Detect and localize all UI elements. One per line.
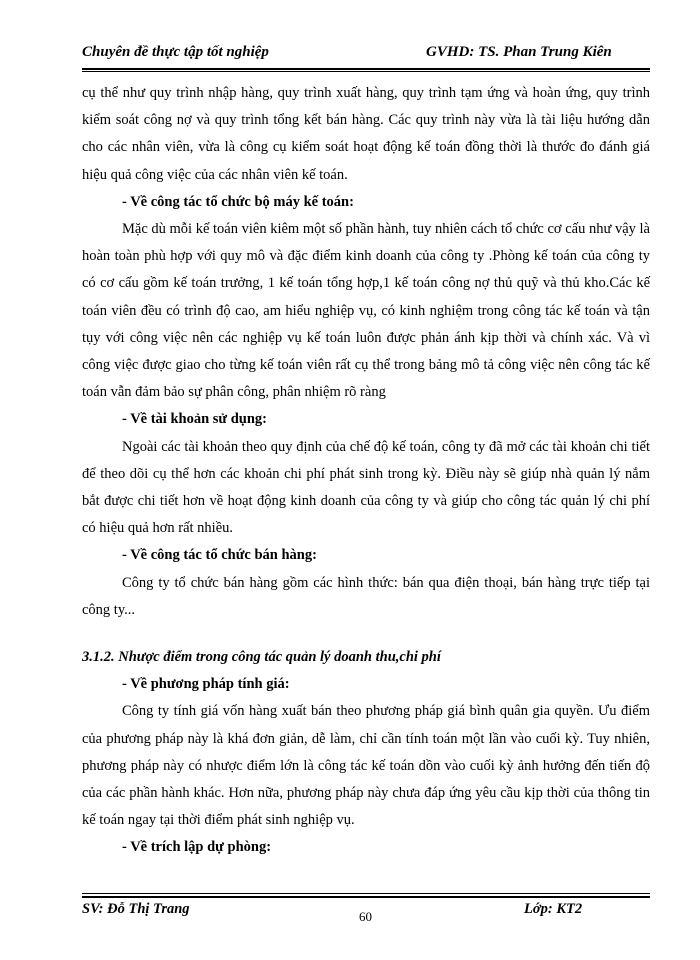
paragraph-sales-organization: Công ty tổ chức bán hàng gồm các hình thức: bán qua điện thoại, bán hàng trực tiếp tại công ty... xyxy=(82,574,650,618)
section-heading: 3.1.2. Nhược điểm trong công tác quản lý doanh thu,chi phí xyxy=(82,649,441,666)
header-rule-thick xyxy=(82,68,650,70)
footer-class: Lớp: KT2 xyxy=(524,901,583,917)
paragraph-accounts-used: Ngoài các tài khoản theo quy định của chế độ kế toán, công ty đã mở các tài khoản chi tiết để theo dõi cụ thể hơn các khoản chi phí phát sinh trong kỳ. Điều này sẽ giúp nhà quản lý nắm bắt được chi tiết hơn về hoạt động kinh doanh của công ty và giúp cho công tác quản lý chi phí có hiệu quả hơn rất nhiều. xyxy=(82,438,650,537)
page-footer xyxy=(82,897,650,927)
subheading-sales-organization: - Về công tác tổ chức bán hàng: xyxy=(122,547,317,564)
footer-rule-thin xyxy=(82,893,650,894)
page-number: 60 xyxy=(359,909,372,924)
paragraph-accounting-organization: Mặc dù mỗi kế toán viên kiêm một số phần hành, tuy nhiên cách tổ chức cơ cấu như vậy là hoàn toàn phù hợp với quy mô và đặc điểm kinh doanh của công ty .Phòng kế toán của công ty có cơ cấu gồm kế toán trưởng, 1 kế toán tổng hợp,1 kế toán công nợ thủ quỹ và thủ kho.Các kế toán viên đều có trình độ cao, am hiểu nghiệp vụ, có kinh nghiệm trong công tác kế toán và tận tụy với công việc nên các nghiệp vụ kế toán luôn được phản ánh kịp thời và chính xác. Và vì công việc được giao cho từng kế toán viên rất cụ thể trong bảng mô tả công việc nên công tác kế toán vẫn đảm bảo sự phân công, phân nhiệm rõ ràng xyxy=(82,221,650,401)
paragraph-intro: cụ thể như quy trình nhập hàng, quy trình xuất hàng, quy trình tạm ứng và hoàn ứng, quy trình kiểm soát công nợ và quy trình tổng kết bán hàng. Các quy trình này vừa là tài liệu hướng dẫn cho các nhân viên, vừa là công cụ kiểm soát hoạt động kế toán đồng thời là thước đo đánh giá hiệu quả công việc của các nhân viên kế toán. xyxy=(82,85,650,183)
page-body xyxy=(82,80,650,862)
subheading-accounts-used: - Về tài khoản sử dụng: xyxy=(122,411,268,428)
header-title: Chuyên đề thực tập tốt nghiệp xyxy=(82,44,269,60)
subheading-pricing-method: - Về phương pháp tính giá: xyxy=(122,676,290,693)
header-advisor: GVHD: TS. Phan Trung Kiên xyxy=(426,44,612,60)
subheading-provisions: - Về trích lập dự phòng: xyxy=(122,839,272,856)
paragraph-pricing-method: Công ty tính giá vốn hàng xuất bán theo phương pháp giá bình quân gia quyền. Ưu điểm của phương pháp này là khá đơn giản, dễ làm, chỉ cần tính toán một lần vào cuối kỳ. Tuy nhiên, phương pháp này có nhược điểm lớn là công tác kế toán dồn vào cuối kỳ ảnh hưởng đến tiến độ của các phần hành khác. Hơn nữa, phương pháp này chưa đáp ứng yêu cầu kịp thời của thông tin kế toán ngay tại thời điểm phát sinh nghiệp vụ. xyxy=(82,703,650,829)
footer-student: SV: Đỗ Thị Trang xyxy=(82,901,190,917)
subheading-accounting-organization: - Về công tác tổ chức bộ máy kế toán: xyxy=(122,193,354,210)
page-header xyxy=(82,40,650,66)
header-rule-thin xyxy=(82,71,650,72)
